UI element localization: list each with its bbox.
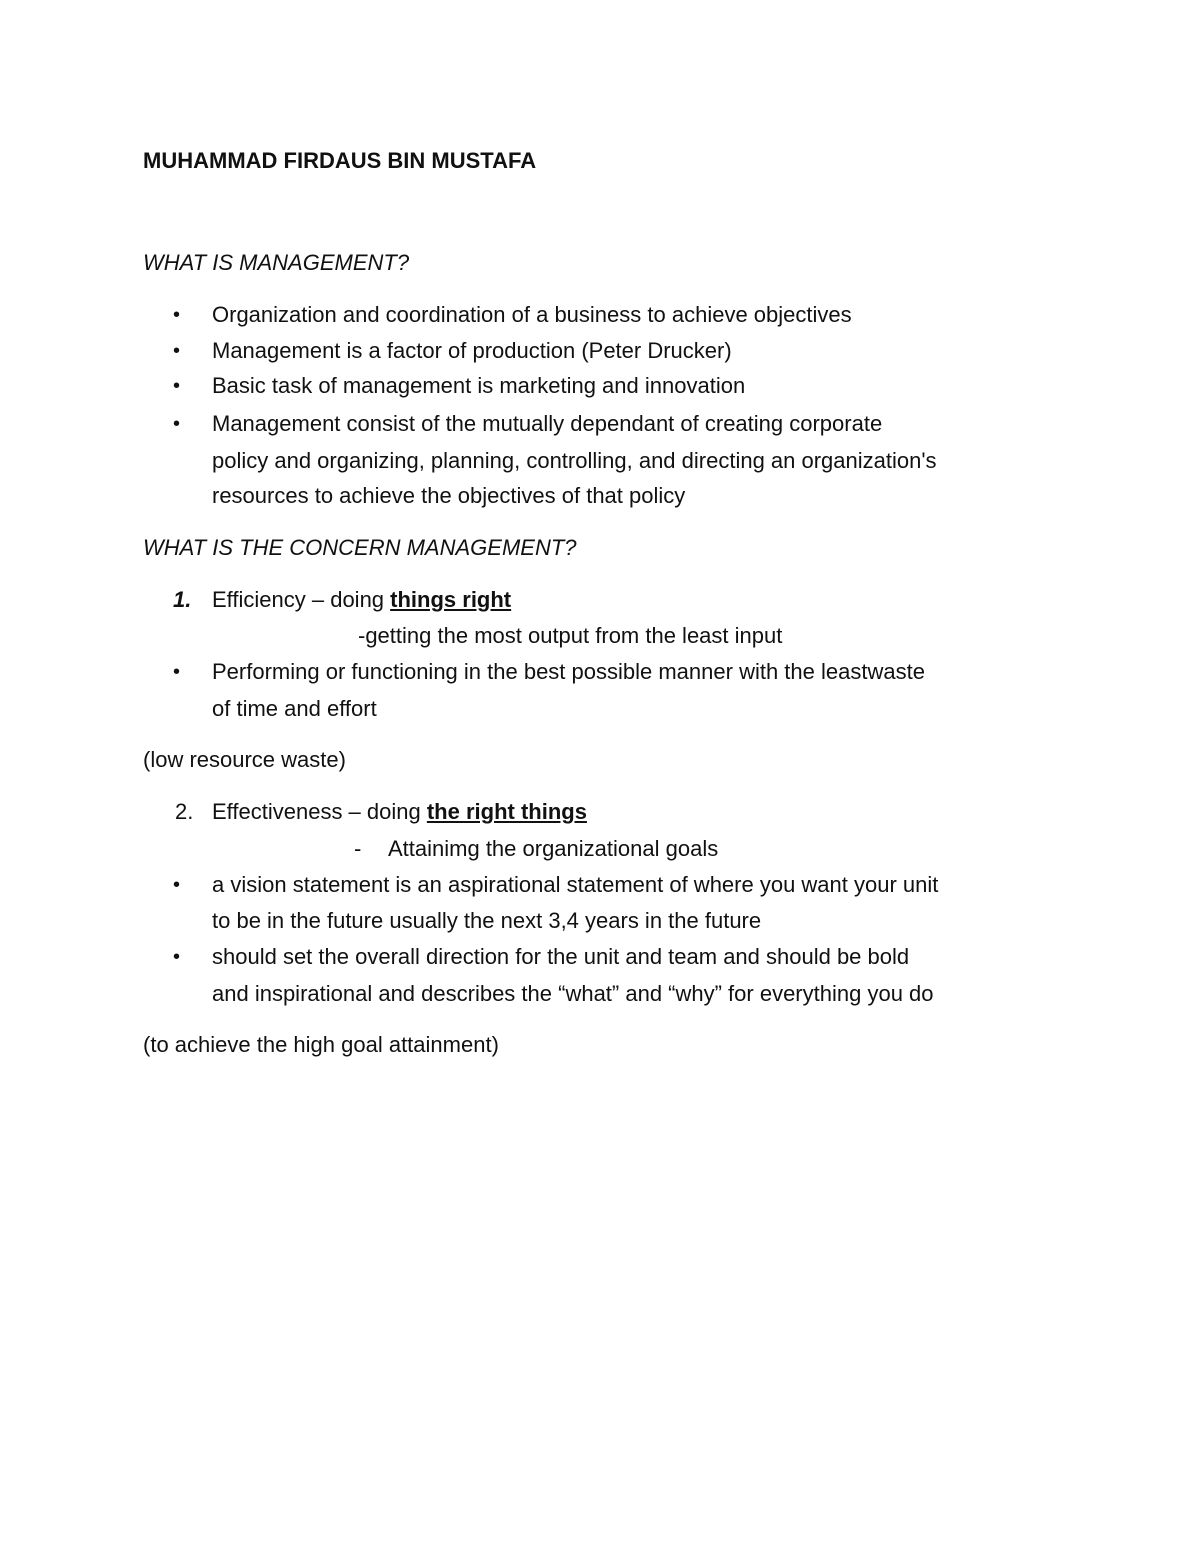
sub-dash: - [354,836,362,861]
list-item-line: policy and organizing, planning, controlling, and directing an organization's [212,448,937,473]
effectiveness-bullet-line: and inspirational and describes the “what” and “why” for everything you do [212,981,934,1006]
efficiency-conclusion: (low resource waste) [143,747,346,772]
section-heading-management: WHAT IS MANAGEMENT? [143,250,410,275]
bullet-icon: • [173,946,181,968]
effectiveness-bullet-line: should set the overall direction for the unit and team and should be bold [212,944,910,969]
author-name: MUHAMMAD FIRDAUS BIN MUSTAFA [143,148,537,173]
effectiveness-bullet-line: a vision statement is an aspirational statement of where you want your unit [212,872,939,897]
list-number-2: 2. [175,799,194,824]
list-item-line: Management consist of the mutually dependant of creating corporate [212,411,883,436]
list-item-line: resources to achieve the objectives of that policy [212,483,686,508]
bullet-icon: • [173,874,181,896]
effectiveness-conclusion: (to achieve the high goal attainment) [143,1032,499,1057]
effectiveness-sub-note: Attainimg the organizational goals [388,836,719,861]
section-heading-concern: WHAT IS THE CONCERN MANAGEMENT? [143,535,577,560]
list-item: Organization and coordination of a business to achieve objectives [212,302,852,327]
list-item: Basic task of management is marketing and innovation [212,373,746,398]
effectiveness-emphasis: the right things [426,799,587,824]
effectiveness-prefix: Effectiveness – doing [212,799,427,824]
efficiency-sub-note: -getting the most output from the least input [358,623,783,648]
bullet-icon: • [173,304,181,326]
efficiency-line [212,585,511,615]
list-number-1: 1. [173,587,192,612]
efficiency-bullet-line: Performing or functioning in the best possible manner with the leastwaste [212,659,925,684]
list-item: Management is a factor of production (Peter Drucker) [212,338,732,363]
bullet-icon: • [173,375,181,397]
effectiveness-bullet-line: to be in the future usually the next 3,4 years in the future [212,908,762,933]
efficiency-prefix: Efficiency – doing [212,587,391,612]
bullet-icon: • [173,413,181,435]
efficiency-bullet-line: of time and effort [212,696,377,721]
bullet-icon: • [173,661,181,683]
effectiveness-line [212,797,587,827]
bullet-icon: • [173,340,181,362]
efficiency-emphasis: things right [390,587,512,612]
